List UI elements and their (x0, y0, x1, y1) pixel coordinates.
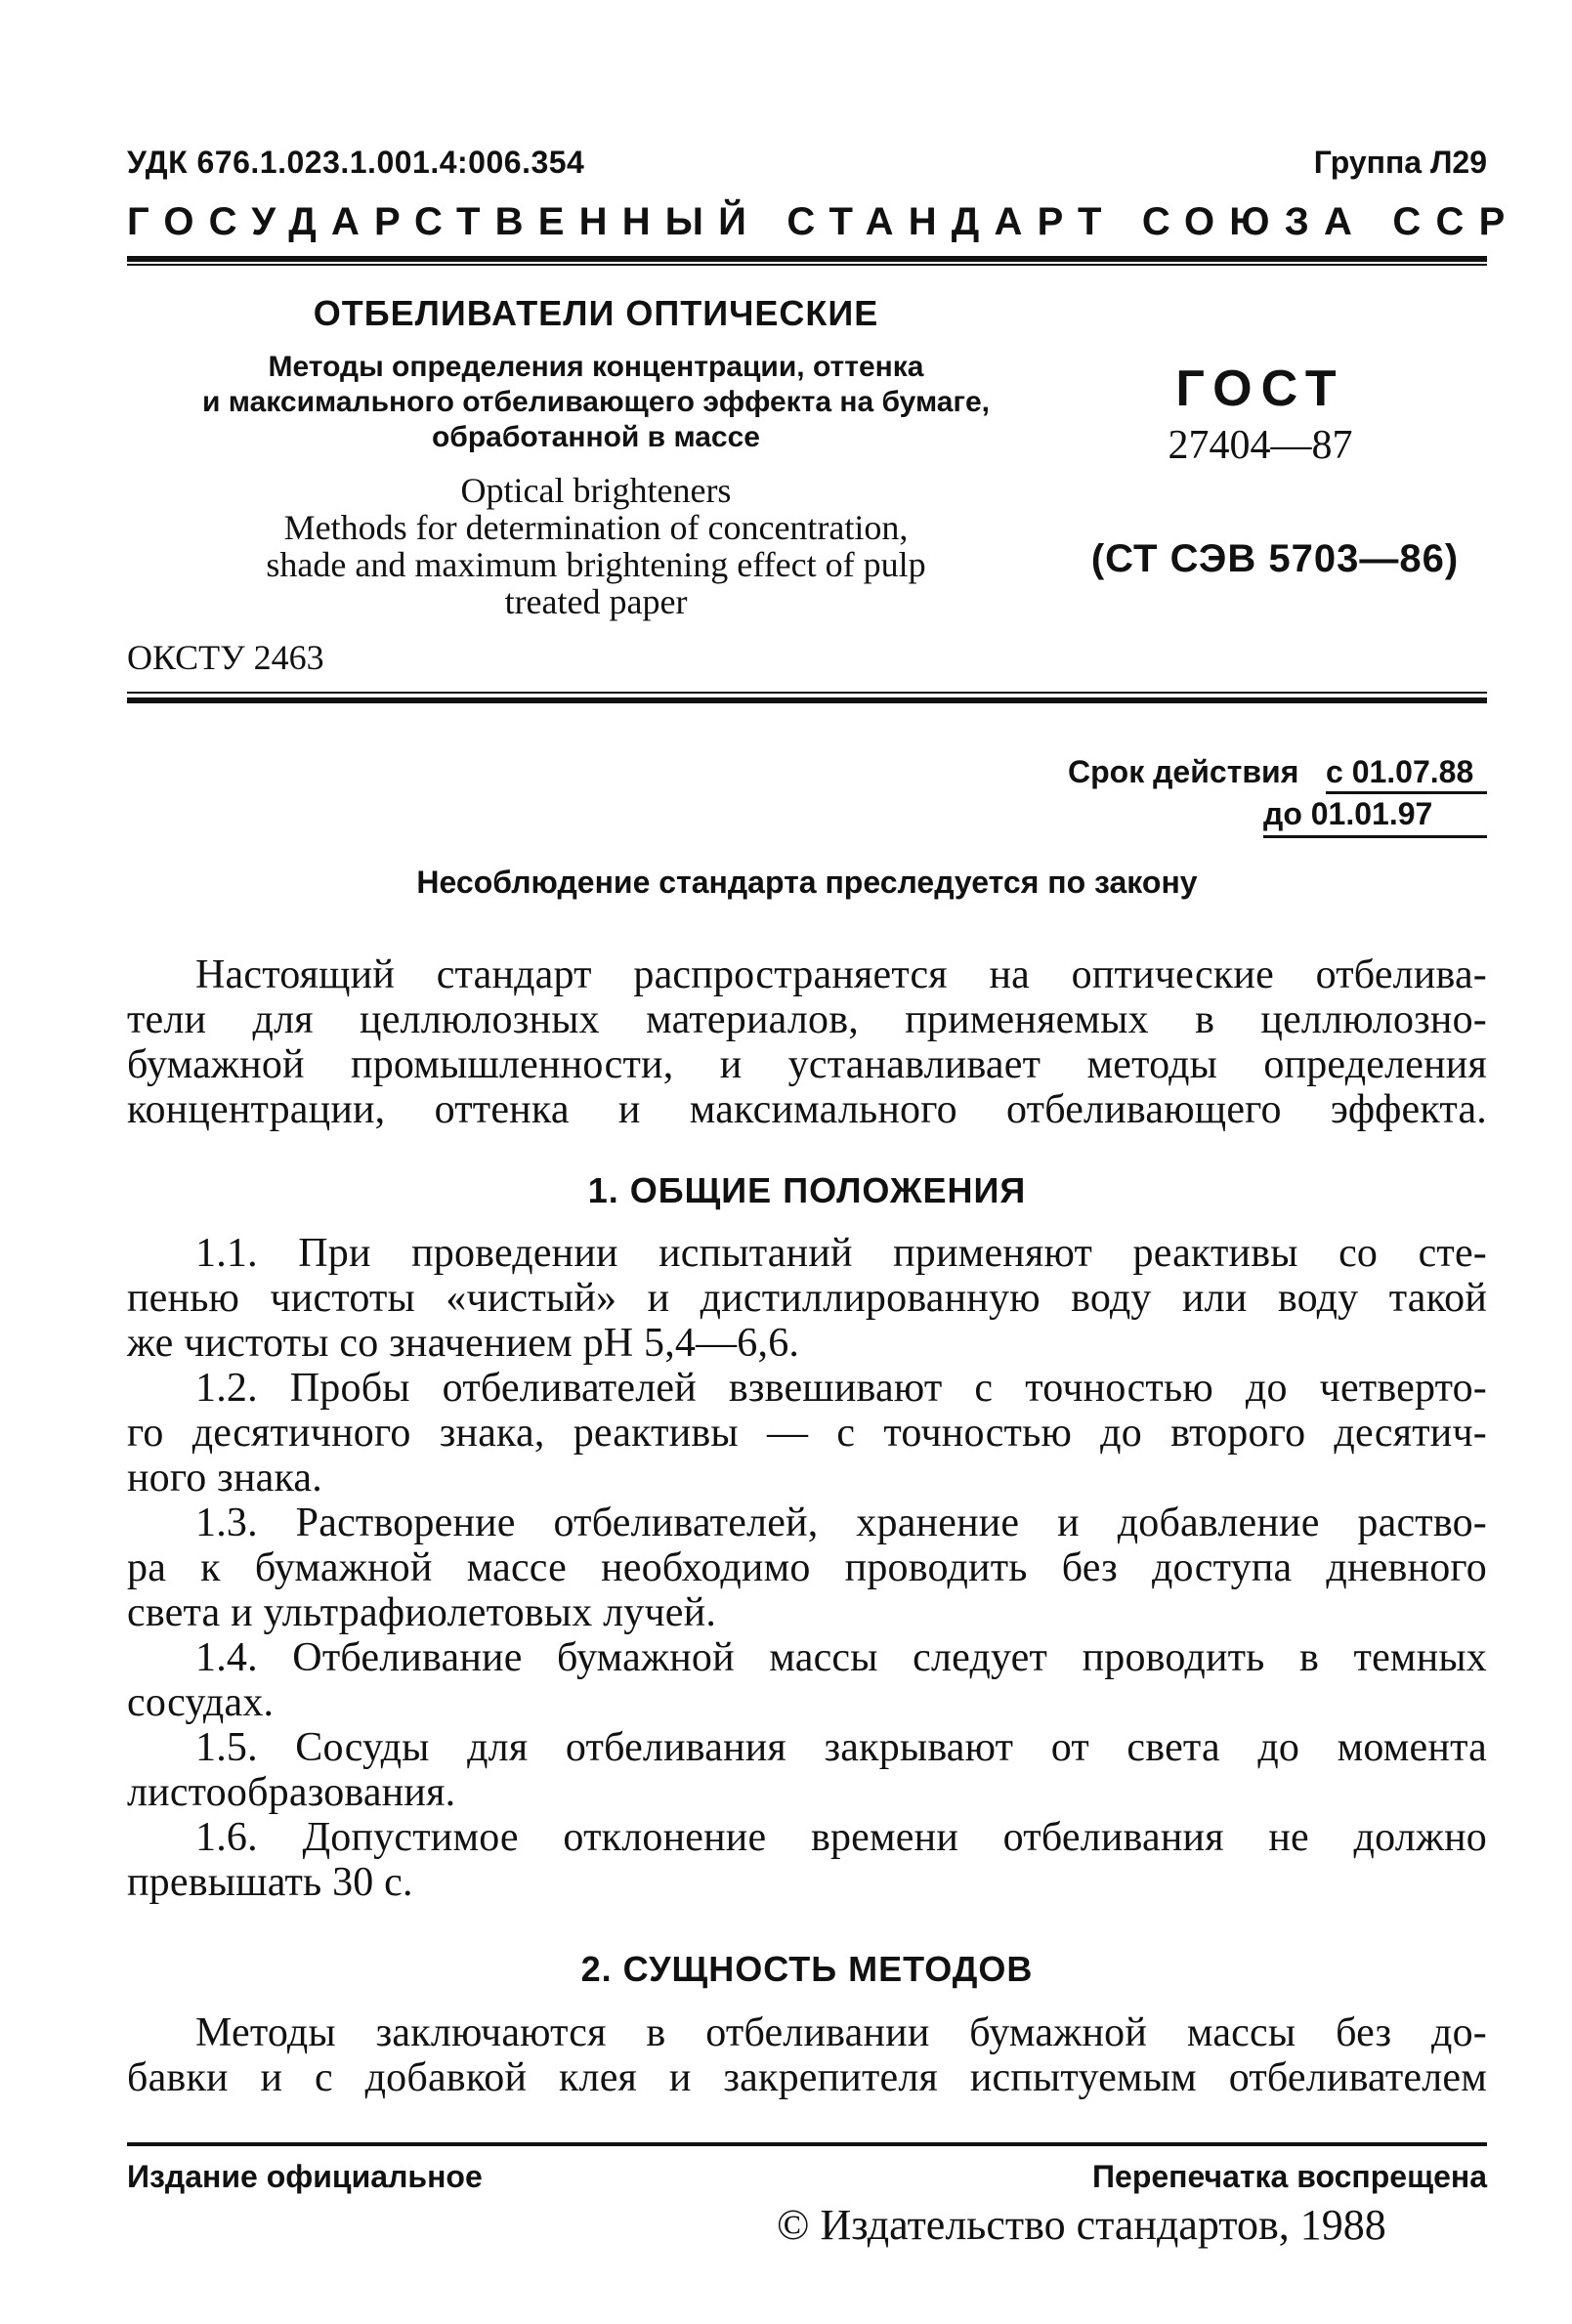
title-rule-thick (127, 697, 1487, 703)
subtitle-en-line: Methods for determination of concentration, (283, 508, 909, 547)
item-1-3-line: ра к бумажной массе необходимо проводить без доступа дневного (127, 1545, 1487, 1590)
section-1-body (127, 1231, 1487, 1905)
intro-paragraph (127, 952, 1487, 1132)
publisher-name: Издательство стандартов, 1988 (820, 2201, 1386, 2249)
reprint-prohibited-label: Перепечатка воспрещена (1092, 2159, 1487, 2194)
item-1-2-line: го десятичного знака, реактивы — с точностью до второго десятич- (127, 1411, 1487, 1456)
section-2-line: бавки и с добавкой клея и закрепителя испытуемым отбеливателем (127, 2055, 1487, 2100)
validity-to: до 01.01.97 (1263, 796, 1433, 831)
section-2-line: Методы заключаются в отбеливании бумажной массы без до- (195, 2010, 1487, 2055)
title-en: Optical brighteners (460, 471, 732, 510)
item-1-1-line: же чистоты со значением pH 5,4—6,6. (127, 1321, 800, 1366)
item-1-4-line: сосудах. (127, 1680, 275, 1725)
validity-label: Срок действия (1068, 754, 1299, 789)
subtitle-en (127, 472, 1065, 620)
state-standard-banner: ГОСУДАРСТВЕННЫЙ СТАНДАРТ СОЮЗА ССР (127, 200, 1520, 243)
header-rule-top (127, 256, 1487, 262)
intro-line: бумажной промышленности, и устанавливает методы определения (127, 1042, 1487, 1087)
item-1-6-line: превышать 30 с. (127, 1860, 413, 1905)
official-edition-label: Издание официальное (127, 2159, 483, 2194)
copyright-icon: © (777, 2201, 810, 2249)
intro-line: концентрации, оттенка и максимального отбеливающего эффекта. (127, 1087, 1487, 1132)
item-1-5-line: листообразования. (127, 1770, 456, 1815)
group-code: Группа Л29 (1313, 145, 1487, 180)
item-1-1-line: пенью чистоты «чистый» и дистиллированную воду или воду такой (127, 1276, 1487, 1321)
gost-label: ГОСТ (1175, 360, 1345, 417)
intro-line: Настоящий стандарт распространяется на оптические отбелива- (195, 952, 1487, 997)
item-1-1-line: 1.1. При проведении испытаний применяют реактивы со сте- (195, 1231, 1487, 1276)
item-1-2-line: 1.2. Пробы отбеливателей взвешивают с точностью до четверто- (195, 1366, 1487, 1411)
item-1-4-line: 1.4. Отбеливание бумажной массы следует проводить в темных (195, 1635, 1487, 1680)
legal-notice: Несоблюдение стандарта преследуется по закону (416, 865, 1198, 900)
title-ru: ОТБЕЛИВАТЕЛИ ОПТИЧЕСКИЕ (313, 293, 879, 333)
title-rule-thin (127, 692, 1487, 694)
subtitle-ru (127, 350, 1065, 455)
item-1-3-line: света и ультрафиолетовых лучей. (127, 1590, 717, 1635)
validity-to-underline (1263, 835, 1487, 838)
section-1-heading: 1. ОБЩИЕ ПОЛОЖЕНИЯ (587, 1170, 1027, 1210)
section-2-body (127, 2010, 1487, 2100)
subtitle-en-line: treated paper (504, 582, 688, 621)
subtitle-ru-line: Методы определения концентрации, оттенка (268, 351, 924, 383)
item-1-3-line: 1.3. Растворение отбеливателей, хранение и добавление раство- (195, 1500, 1487, 1545)
item-1-5-line: 1.5. Сосуды для отбеливания закрывают от света до момента (195, 1725, 1487, 1770)
intro-line: тели для целлюлозных материалов, применяемых в целлюлозно- (127, 997, 1487, 1042)
subtitle-ru-line: и максимального отбеливающего эффекта на бумаге, (202, 386, 990, 418)
copyright-line (777, 2200, 1386, 2250)
header-rule-thin (127, 264, 1487, 266)
validity-from-underline (1326, 791, 1487, 794)
item-1-6-line: 1.6. Допустимое отклонение времени отбеливания не должно (195, 1815, 1487, 1860)
validity-from: с 01.07.88 (1326, 754, 1474, 789)
okstu-code: ОКСТУ 2463 (127, 638, 324, 677)
item-1-2-line: ного знака. (127, 1456, 322, 1500)
section-2-heading: 2. СУЩНОСТЬ МЕТОДОВ (580, 1949, 1034, 1989)
footer-rule (127, 2142, 1487, 2146)
subtitle-ru-line: обработанной в массе (431, 421, 760, 453)
subtitle-en-line: shade and maximum brightening effect of pulp (266, 545, 926, 584)
udc-code: УДК 676.1.023.1.001.4:006.354 (127, 145, 585, 180)
st-sev-reference: (СТ СЭВ 5703—86) (1090, 537, 1460, 580)
gost-number: 27404—87 (1168, 423, 1353, 468)
